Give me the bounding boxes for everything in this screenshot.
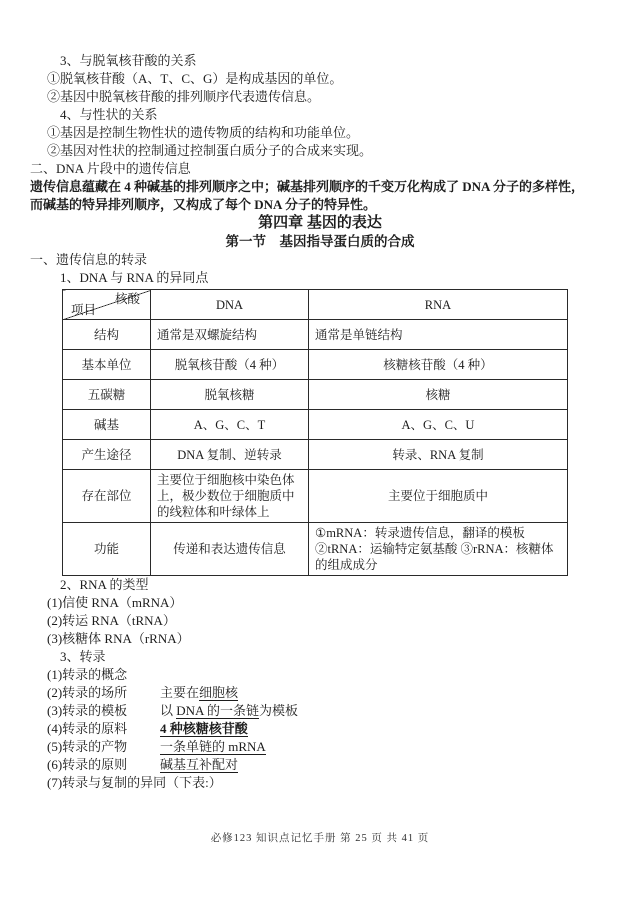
rna-cell: 转录、RNA 复制 [309, 440, 568, 470]
kv-value [160, 684, 238, 702]
rna-cell: 通常是单链结构 [309, 320, 568, 350]
dna-cell: DNA 复制、逆转录 [151, 440, 309, 470]
value-underlined: 细胞核 [199, 685, 239, 700]
table-row [63, 523, 568, 576]
kv-row [47, 720, 640, 738]
table-row [63, 410, 568, 440]
list-item: ①基因是控制生物性状的遗传物质的结构和功能单位。 [47, 125, 360, 140]
kv-row [47, 756, 640, 774]
list-item: (3)核糖体 RNA（rRNA） [47, 631, 190, 646]
row-label: 碱基 [63, 410, 151, 440]
kv-value [160, 720, 248, 738]
corner-label-bottom: 项目 [71, 303, 97, 317]
section-paragraph: 遗传信息蕴藏在 4 种碱基的排列顺序之中；碱基排列顺序的千变万化构成了 DNA 分子的多样性，而碱基的特异排列顺序，又构成了每个 DNA 分子的特异性。 [30, 179, 584, 212]
kv-value [160, 738, 266, 756]
value-plain: 主要在 [160, 685, 200, 700]
row-label: 产生途径 [63, 440, 151, 470]
list-item: (7)转录与复制的异同（下表:） [47, 775, 222, 790]
row-label: 结构 [63, 320, 151, 350]
value-underlined: 4 种核糖核苷酸 [160, 721, 248, 736]
list-item: 4、与性状的关系 [60, 107, 158, 122]
list-item: (2)转运 RNA（tRNA） [47, 613, 176, 628]
rna-cell: 核糖核苷酸（4 种） [309, 350, 568, 380]
row-label: 基本单位 [63, 350, 151, 380]
value-underlined: 碱基互补配对 [160, 757, 239, 772]
rna-cell: A、G、C、U [309, 410, 568, 440]
dna-cell: 传递和表达遗传信息 [151, 523, 309, 576]
list-item: ②基因对性状的控制通过控制蛋白质分子的合成来实现。 [47, 143, 373, 158]
section-heading: 二、DNA 片段中的遗传信息 [30, 161, 191, 176]
kv-value [160, 702, 298, 720]
dna-cell: 脱氧核苷酸（4 种） [151, 350, 309, 380]
kv-label: (6)转录的原则 [47, 757, 128, 772]
rna-cell: ①mRNA：转录遗传信息，翻译的模板 ②tRNA：运输特定氨基酸 ③rRNA：核糖体的组成成分 [309, 523, 568, 576]
value-underlined: 一条单链的 mRNA [160, 739, 266, 754]
row-label: 功能 [63, 523, 151, 576]
rna-cell: 主要位于细胞质中 [309, 470, 568, 523]
table-row [63, 350, 568, 380]
kv-value [160, 756, 238, 774]
kv-row [47, 702, 640, 720]
chapter-title: 第四章 基因的表达 [258, 215, 382, 231]
table-corner-cell [63, 290, 151, 320]
dna-cell: 脱氧核糖 [151, 380, 309, 410]
list-item: ①脱氧核苷酸（A、T、C、G）是构成基因的单位。 [47, 71, 343, 86]
table-header-row [63, 290, 568, 320]
list-item: (1)信使 RNA（mRNA） [47, 595, 183, 610]
footer-page-info: 必修123 知识点记忆手册 第 25 页 共 41 页 [210, 833, 430, 844]
table-row [63, 470, 568, 523]
value-plain: 以 [160, 703, 177, 718]
dna-cell: 通常是双螺旋结构 [151, 320, 309, 350]
list-item: 3、与脱氧核苷酸的关系 [60, 53, 197, 68]
row-label: 五碳糖 [63, 380, 151, 410]
value-underlined: DNA 的一条链 [176, 703, 259, 718]
kv-label: (4)转录的原料 [47, 721, 128, 736]
column-header-rna: RNA [309, 290, 568, 320]
table-row [63, 320, 568, 350]
list-item: (1)转录的概念 [47, 667, 128, 682]
list-item: 1、DNA 与 RNA 的异同点 [60, 270, 209, 285]
section-subtitle: 第一节 基因指导蛋白质的合成 [225, 234, 415, 249]
kv-row [47, 738, 640, 756]
kv-row [47, 684, 640, 702]
list-item: 3、转录 [60, 649, 106, 664]
dna-cell: 主要位于细胞核中染色体上，极少数位于细胞质中的线粒体和叶绿体上 [151, 470, 309, 523]
value-plain: 为模板 [258, 703, 298, 718]
section-heading: 一、遗传信息的转录 [30, 252, 148, 267]
list-item: 2、RNA 的类型 [60, 577, 149, 592]
row-label: 存在部位 [63, 470, 151, 523]
kv-label: (5)转录的产物 [47, 739, 128, 754]
corner-label-top: 核酸 [114, 292, 140, 306]
list-item: ②基因中脱氧核苷酸的排列顺序代表遗传信息。 [47, 89, 321, 104]
kv-label: (3)转录的模板 [47, 703, 128, 718]
rna-cell: 核糖 [309, 380, 568, 410]
dna-rna-comparison-table [62, 289, 568, 576]
table-row [63, 440, 568, 470]
column-header-dna: DNA [151, 290, 309, 320]
kv-label: (2)转录的场所 [47, 685, 128, 700]
table-row [63, 380, 568, 410]
dna-cell: A、G、C、T [151, 410, 309, 440]
